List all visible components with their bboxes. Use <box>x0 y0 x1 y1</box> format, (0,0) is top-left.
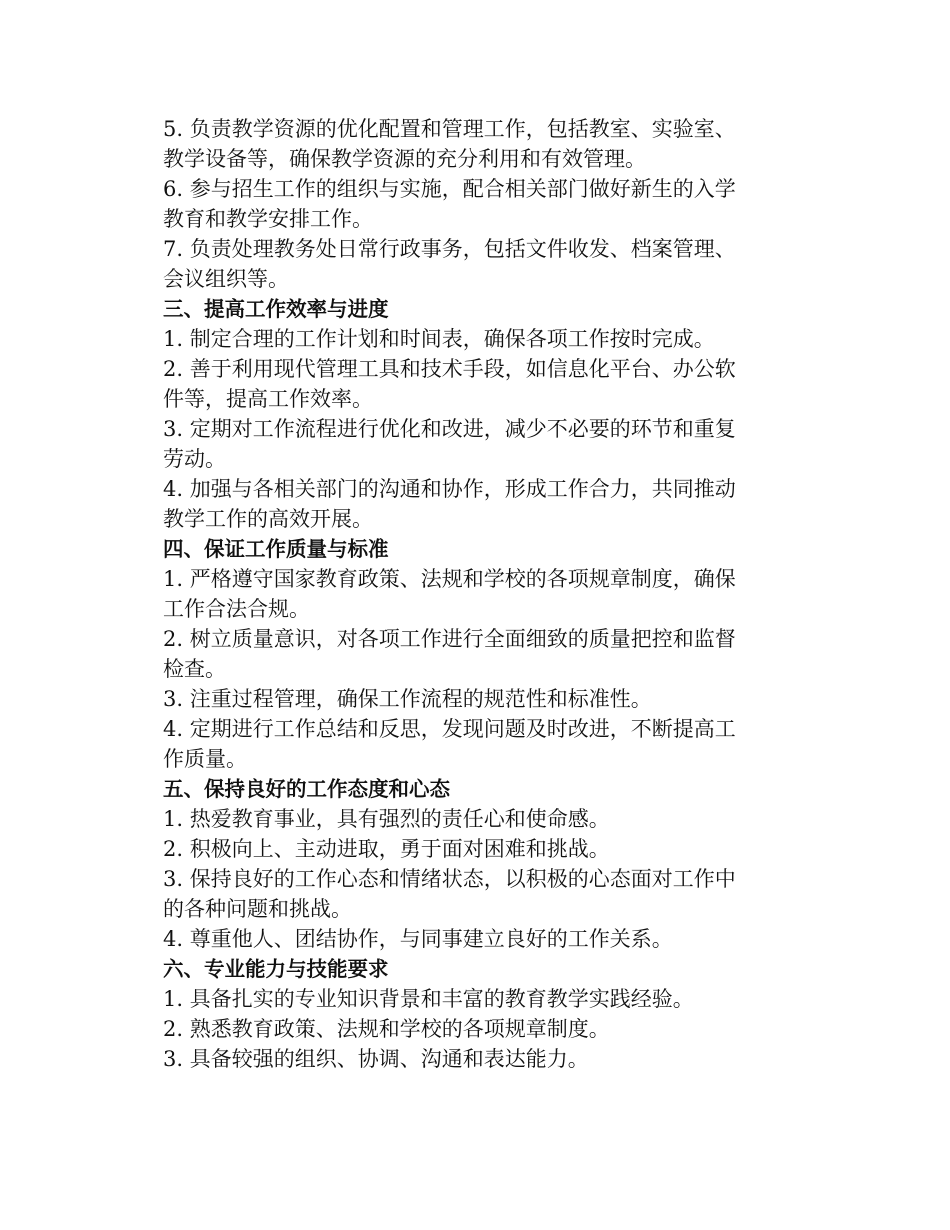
list-item <box>163 234 773 294</box>
item-text-line: 6. 参与招生工作的组织与实施，配合相关部门做好新生的入学 <box>163 177 736 201</box>
item-text-line: 教学工作的高效开展。 <box>163 507 373 531</box>
section-heading <box>163 294 773 324</box>
list-item <box>163 414 773 474</box>
item-text-line: 1. 严格遵守国家教育政策、法规和学校的各项规章制度，确保 <box>163 567 736 591</box>
heading-text: 五、保持良好的工作态度和心态 <box>163 777 450 801</box>
list-item <box>163 624 773 684</box>
list-item <box>163 834 773 864</box>
list-item <box>163 564 773 624</box>
item-text-line: 4. 加强与各相关部门的沟通和协作，形成工作合力，共同推动 <box>163 477 736 501</box>
item-text-line: 1. 制定合理的工作计划和时间表，确保各项工作按时完成。 <box>163 327 715 351</box>
item-text-line: 3. 定期对工作流程进行优化和改进，减少不必要的环节和重复 <box>163 417 736 441</box>
item-text-line: 的各种问题和挑战。 <box>163 897 352 921</box>
section-heading <box>163 534 773 564</box>
item-text-line: 会议组织等。 <box>163 267 289 291</box>
list-item <box>163 114 773 174</box>
item-text-line: 4. 定期进行工作总结和反思，发现问题及时改进，不断提高工 <box>163 717 736 741</box>
item-text-line: 劳动。 <box>163 447 226 471</box>
item-text-line: 2. 熟悉教育政策、法规和学校的各项规章制度。 <box>163 1017 610 1041</box>
heading-text: 六、专业能力与技能要求 <box>163 957 389 981</box>
item-text-line: 1. 热爱教育事业，具有强烈的责任心和使命感。 <box>163 807 610 831</box>
list-item <box>163 1014 773 1044</box>
item-text-line: 7. 负责处理教务处日常行政事务，包括文件收发、档案管理、 <box>163 237 736 261</box>
item-text-line: 2. 积极向上、主动进取，勇于面对困难和挑战。 <box>163 837 610 861</box>
item-text-line: 工作合法合规。 <box>163 597 310 621</box>
list-item <box>163 174 773 234</box>
heading-text: 四、保证工作质量与标准 <box>163 537 389 561</box>
section-heading <box>163 774 773 804</box>
list-item <box>163 474 773 534</box>
list-item <box>163 684 773 714</box>
list-item <box>163 864 773 924</box>
list-item <box>163 324 773 354</box>
item-text-line: 3. 保持良好的工作心态和情绪状态，以积极的心态面对工作中 <box>163 867 736 891</box>
list-item <box>163 984 773 1014</box>
document-body <box>163 114 773 1074</box>
list-item <box>163 354 773 414</box>
item-text-line: 4. 尊重他人、团结协作，与同事建立良好的工作关系。 <box>163 927 673 951</box>
list-item <box>163 804 773 834</box>
item-text-line: 2. 善于利用现代管理工具和技术手段，如信息化平台、办公软 <box>163 357 736 381</box>
list-item <box>163 924 773 954</box>
item-text-line: 3. 注重过程管理，确保工作流程的规范性和标准性。 <box>163 687 652 711</box>
item-text-line: 5. 负责教学资源的优化配置和管理工作，包括教室、实验室、 <box>163 117 736 141</box>
section-heading <box>163 954 773 984</box>
list-item <box>163 714 773 774</box>
heading-text: 三、提高工作效率与进度 <box>163 297 389 321</box>
item-text-line: 件等，提高工作效率。 <box>163 387 373 411</box>
item-text-line: 教学设备等，确保教学资源的充分利用和有效管理。 <box>163 147 646 171</box>
list-item <box>163 1044 773 1074</box>
item-text-line: 教育和教学安排工作。 <box>163 207 373 231</box>
item-text-line: 作质量。 <box>163 747 247 771</box>
item-text-line: 检查。 <box>163 657 226 681</box>
item-text-line: 3. 具备较强的组织、协调、沟通和表达能力。 <box>163 1047 589 1071</box>
item-text-line: 2. 树立质量意识，对各项工作进行全面细致的质量把控和监督 <box>163 627 736 651</box>
item-text-line: 1. 具备扎实的专业知识背景和丰富的教育教学实践经验。 <box>163 987 694 1011</box>
